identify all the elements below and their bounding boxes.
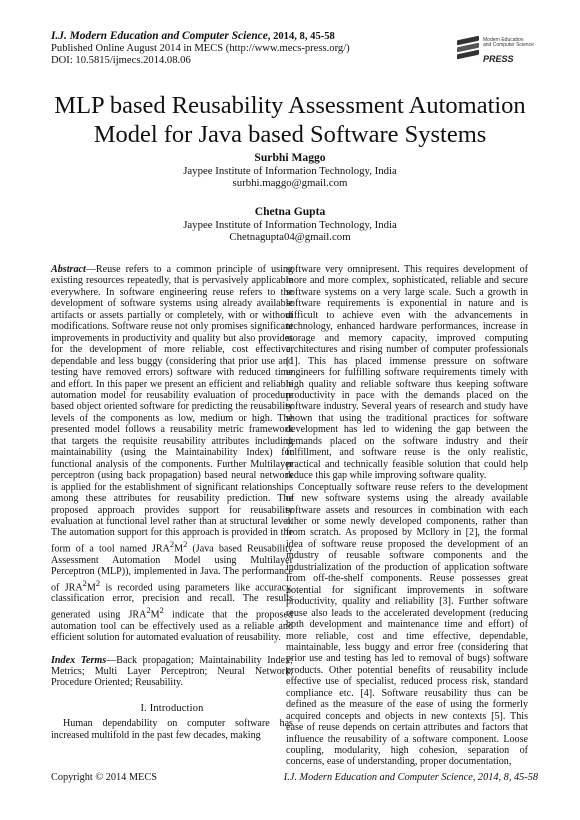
logo-press: PRESS (483, 54, 514, 64)
journal-citation (51, 30, 471, 43)
author-email[interactable]: Chetnagupta04@gmail.com (229, 231, 351, 244)
journal-issue: , 2014, 8, 45-58 (267, 31, 335, 42)
author-affiliation: Jaypee Institute of Information Technology, India (183, 164, 397, 177)
index-terms-label: Index Terms (51, 654, 107, 666)
journal-header (51, 30, 471, 68)
journal-name: I.J. Modern Education and Computer Science (51, 30, 268, 42)
left-column (51, 264, 293, 741)
doi: DOI: 10.5815/ijmecs.2014.08.06 (51, 55, 191, 67)
copyright-footer: Copyright © 2014 MECS (51, 772, 157, 783)
journal-footer: I.J. Modern Education and Computer Science, 2014, 8, 45-58 (283, 772, 538, 783)
body-paragraph: software very omnipresent. This requires development of more and more complex, sophisticated, reliable and secure software systems on a very large scale. Such a growth in software requirements is exponential in nature and is difficult to achieve even with the advancements in technology, enhanced hardware performances, increase in storage and memory capacity, improved computing architectures and rising number of computer professionals [1]. This has placed immense pressure on software engineers for fulfilling software requirements timely with high quality and reliable software thus keeping software productivity in pace with the demands placed on the software industry. Several years of research and study have shown that using the traditional practices for software development has led to widening the gap between the demands placed on the software industry and their fulfillment, and software reuse is the only realistic, practical and technically feasible solution that could help reduce this gap while improving software quality. (286, 264, 528, 482)
author-affiliation: Jaypee Institute of Information Technology, India (183, 218, 397, 231)
right-column (286, 264, 528, 768)
logo-text: Modern Education and Computer Science (483, 37, 534, 49)
section-heading: I. Introduction (140, 702, 204, 714)
author-email[interactable]: surbhi.maggo@gmail.com (232, 177, 348, 190)
body-paragraph: Conceptually software reuse refers to the development of new software systems using the already available software assets and resources in combination with each other or some newly developed components, rather than from scratch. As proposed by Mcllory in [2], the formal idea of software reuse proposed the development of an industry of reusable software components and the industrialization of the production of application software from off-the-shelf components. Reuse possesses great potential for significant improvements in software productivity, quality and reliability [3]. Further software reuse also leads to the accelerated development (reducing both development and maintenance time and effort) of more reliable, cost and time effective, dependable, maintainable, less buggy and error free (considering that prior use and testing has led to removal of bugs) software products. Other potential benefits of reusability include effective use of specialist, reduced process risk, standard compliance etc. [4]. Software reusability thus can be defined as the measure of the ease of using the formerly acquired concepts and objects in new contexts [5]. This ease of reuse depends on certain attributes and factors that influence the reusability of a software component. Loose coupling, modularity, high cohesion, separation of concerns, ease of understanding, proper documentation, (286, 481, 528, 768)
body-paragraph: Human dependability on computer software has increased multifold in the past few decades, making (51, 718, 293, 741)
paper-title: MLP based Reusability Assessment Automation Model for Java based Software Systems (54, 92, 526, 148)
author-name: Chetna Gupta (254, 205, 326, 218)
publisher-logo (455, 30, 537, 74)
author-name: Surbhi Maggo (254, 151, 326, 164)
author-block (0, 152, 580, 190)
abstract: Abstract—Reuse refers to a common principle of using existing resources repeatedly, that is pervasively applicable everywhere. In software engineering reuse refers to the development of software systems using already available artifacts or assets partially or completely, with or without modifications. Software reuse not only promises significant improvements in productivity and quality but also provides for the development of more reliable, cost effective, dependable and less buggy (considering that prior use and testing have removed errors) software with reduced time and effort. In this paper we present an efficient and reliable automation model for reusability evaluation of procedure based object oriented software for predicting the reusability levels of the components as low, medium or high. The presented model follows a reusability metric framework that targets the requisite reusability attributes including maintainability (using the Maintainability Index) for functional analysis of the components. Further Multilayer perceptron (using back propagation) based neural network is applied for the establishment of significant relationships among these attributes for reusability prediction. The proposed approach provides support for reusability evaluation at functional level rather than at structural level. The automation support for this approach is provided in the form of a tool named $JRA^2M^2$ (Java based Reusability Assessment Automation Model using Multilayer Perceptron (MLP)), implemented in Java. The performance of $JRA^2M^2$ is recorded using parameters like accuracy, classification error, precision and recall. The results generated using $JRA^2M^2$ indicate that the proposed automation tool can be effectively used as a reliable and efficient solution for automated evaluation of reusability. (51, 264, 294, 644)
publication-info: Published Online August 2014 in MECS (http://www.mecs-press.org/) (51, 43, 350, 55)
abstract-label: Abstract (51, 264, 86, 275)
book-stack-icon (455, 36, 481, 64)
index-terms: Index Terms—Back propagation; Maintainability Index; Metrics; Multi Layer Perceptron; Neural Network; Procedure Oriented; Reusability. (51, 654, 293, 689)
author-block (0, 206, 580, 244)
